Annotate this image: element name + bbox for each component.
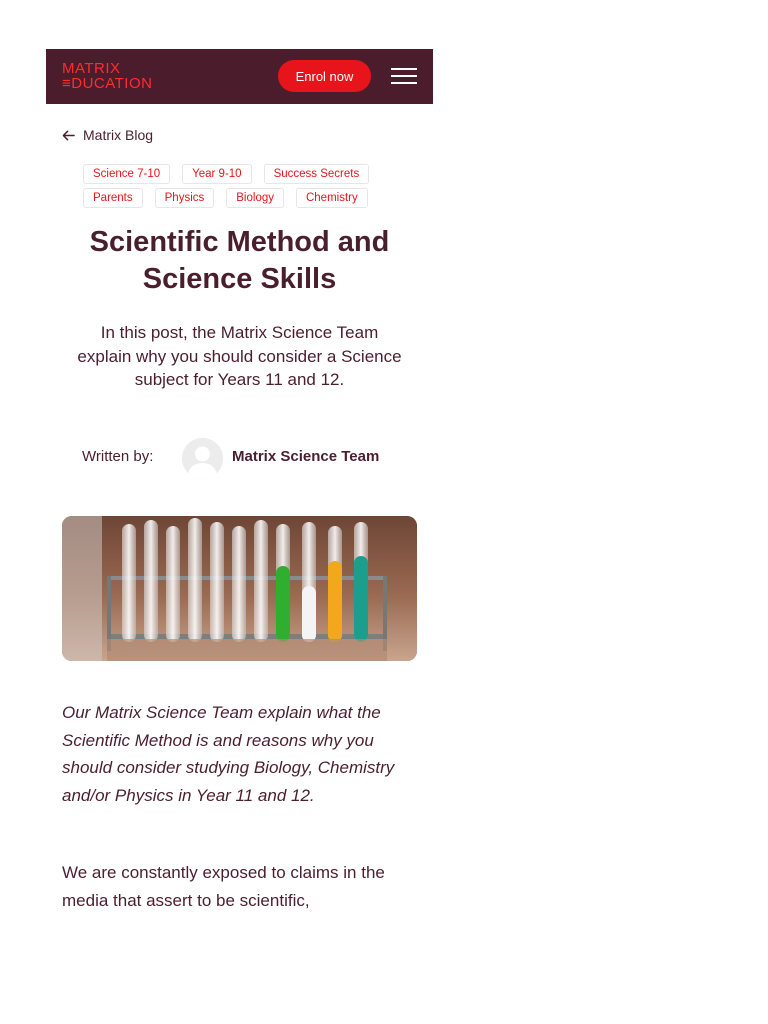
tag-year-9-10[interactable]: Year 9-10 [182,164,251,184]
enrol-now-button[interactable]: Enrol now [278,60,371,92]
back-to-blog-link[interactable] [62,127,153,143]
author-byline [82,438,412,478]
tag-biology[interactable]: Biology [226,188,284,208]
matrix-education-logo[interactable] [62,61,152,91]
tag-physics[interactable]: Physics [155,188,215,208]
article-paragraph: We are constantly exposed to claims in the media that assert to be scientific, [62,863,385,910]
written-by-label: Written by: [82,448,154,465]
hero-image-test-tubes [62,516,417,661]
tag-list [83,164,403,212]
back-link-label: Matrix Blog [83,127,154,143]
user-icon [182,438,223,479]
tag-row-2 [83,188,403,208]
site-header [46,49,433,104]
article-intro: In this post, the Matrix Science Team explain why you should consider a Science subject for Years 11 and 12. [77,323,402,389]
logo-line-1: MATRIX [62,60,121,77]
tag-chemistry[interactable]: Chemistry [296,188,368,208]
tag-parents[interactable]: Parents [83,188,143,208]
test-tubes-illustration [62,516,417,661]
tag-success-secrets[interactable]: Success Secrets [264,164,370,184]
arrow-left-icon [62,129,75,142]
tag-row-1 [83,164,403,184]
site-frame [46,49,433,104]
hamburger-icon[interactable] [391,66,419,86]
author-avatar [182,438,223,479]
article-lead-italic: Our Matrix Science Team explain what the Scientific Method is and reasons why you should consider studying Biology, Chemistry and/or Physics in Year 11 and 12. [62,703,395,805]
author-name[interactable]: Matrix Science Team [232,448,380,465]
tag-science-7-10[interactable]: Science 7-10 [83,164,170,184]
logo-line-2: ≡DUCATION [62,75,153,92]
article-title: Scientific Method and Science Skills [89,226,390,295]
